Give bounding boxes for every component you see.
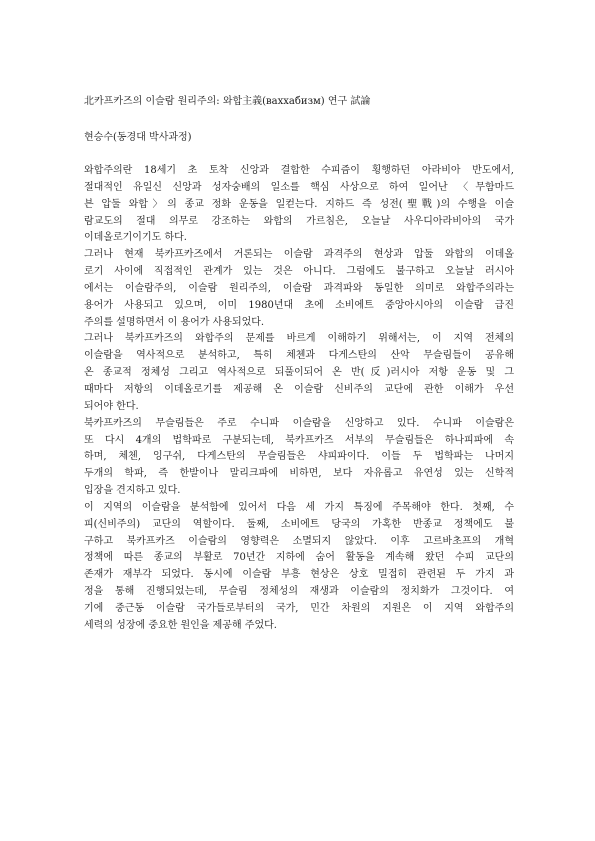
text-line: 존재가 재부각 되었다. 동시에 이슬람 부흥 현상은 상호 밀접히 관련된 두 가지 과 — [84, 569, 514, 581]
body-text — [84, 163, 514, 635]
text-line: 절대적인 유일신 신앙과 성자숭배의 일소를 핵심 사상으로 하여 일어난 〈무함마드 — [84, 181, 514, 193]
text-line: 주의를 설명하면서 이 용어가 사용되었다. — [84, 316, 265, 328]
text-line: 또 다시 4개의 법학파로 구분되는데, 북카프카즈 서부의 무슬림들은 하나피파에 속 — [84, 434, 514, 446]
text-line: 로기 사이에 직접적인 관계가 있는 것은 아니다. 그럼에도 불구하고 오늘날 러시아 — [84, 266, 514, 278]
text-line: 이슬람을 역사적으로 분석하고, 특히 체첸과 다게스탄의 산악 무슬림들이 공유해 — [84, 350, 514, 362]
text-line: 때마다 저항의 이데올로기를 제공해 온 이슬람 신비주의 교단에 관한 이해가 우선 — [84, 383, 514, 395]
text-line: 와합주의란 18세기 초 토착 신앙과 결합한 수피즘이 횡행하던 아라비아 반도에서, — [84, 165, 514, 176]
text-line: 입장을 견지하고 있다. — [84, 485, 181, 497]
paragraph — [84, 331, 514, 415]
text-line: 피(신비주의) 교단의 역할이다. 둘째, 소비에트 당국의 가혹한 반종교 정책에도 불 — [84, 518, 514, 530]
author-line: 현승수(동경대 박사과정) — [84, 132, 192, 143]
text-line: 븐 압둘 와합〉의 종교 정화 운동을 일컫는다. 지하드 즉 성전(聖戰)의 수행을 이슬 — [84, 198, 514, 210]
text-line: 그러나 현재 북카프카즈에서 거론되는 이슬람 과격주의 현상과 압둘 와합의 이데올 — [84, 249, 514, 261]
text-line: 세력의 성장에 중요한 원인을 제공해 주었다. — [84, 619, 277, 631]
text-line: 북카프카즈의 무슬림들은 주로 수니파 이슬람을 신앙하고 있다. 수니파 이슬람은 — [84, 417, 514, 429]
paragraph — [84, 247, 514, 331]
text-line: 하며, 체첸, 잉구쉬, 다게스탄의 무슬림들은 샤피파이다. 이들 두 법학파는 나머지 — [84, 451, 514, 463]
text-line: 온 종교적 정체성 그리고 역사적으로 되풀이되어 온 반(反)러시아 저항 운동 및 그 — [84, 367, 514, 379]
text-line: 이데올로기이기도 하다. — [84, 232, 187, 244]
document-title: 北카프카즈의 이슬람 원리주의: 와합主義(ваххабизм) 연구 試論 — [84, 96, 371, 107]
text-line: 두개의 학파, 즉 한발이나 말리크파에 비하면, 보다 자유롭고 유연성 있는 신학적 — [84, 468, 514, 480]
text-line: 용어가 사용되고 있으며, 이미 1980년대 초에 소비에트 중앙아시아의 이슬람 급진 — [84, 299, 514, 311]
text-line: 이 지역의 이슬람을 분석함에 있어서 다음 세 가지 특징에 주목해야 한다. 첫째, 수 — [84, 501, 514, 513]
text-line: 그러나 북카프카즈의 와합주의 문제를 바르게 이해하기 위해서는, 이 지역 전체의 — [84, 333, 514, 345]
text-line: 기에 중근동 이슬람 국가들로부터의 국가, 민간 차원의 지원은 이 지역 와합주의 — [84, 602, 514, 614]
text-line: 정을 통해 진행되었는데, 무슬림 정체성의 재생과 이슬람의 정치화가 그것이다. 여 — [84, 586, 514, 598]
text-line: 구하고 북카프카즈 이슬람의 영향력은 소멸되지 않았다. 이후 고르바초프의 개혁 — [84, 535, 514, 547]
text-line: 되어야 한다. — [84, 400, 139, 412]
text-line: 람교도의 절대 의무로 강조하는 와합의 가르침은, 오늘날 사우디아라비아의 국가 — [84, 215, 514, 227]
paragraph — [84, 416, 514, 500]
text-line: 정책에 따른 종교의 부활로 70년간 지하에 숨어 활동을 계속해 왔던 수피 교단의 — [84, 552, 514, 564]
paragraph — [84, 500, 514, 635]
paragraph — [84, 163, 514, 247]
text-line: 에서는 이슬람주의, 이슬람 원리주의, 이슬람 과격파와 동일한 의미로 와합주의라는 — [84, 282, 514, 294]
